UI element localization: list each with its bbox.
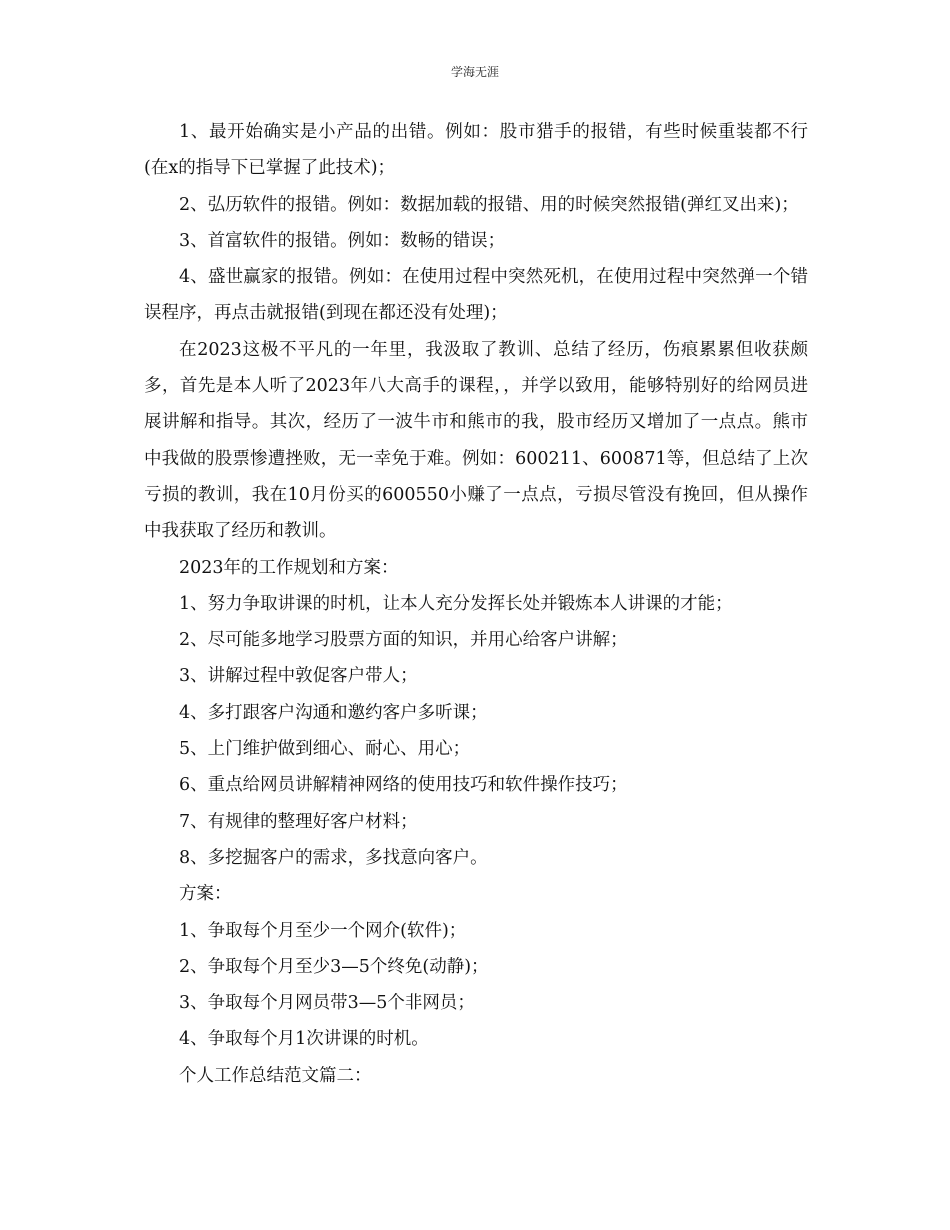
section-heading: 个人工作总结范文篇二： (179, 1065, 372, 1086)
paragraph: 4、盛世赢家的报错。例如：在使用过程中突然死机，在使用过程中突然弹一个错误程序，再点击就报错(到现在都还没有处理)； (144, 267, 808, 324)
list-item: 4、多打跟客户沟通和邀约客户多听课； (179, 702, 488, 723)
paragraph: 2、弘历软件的报错。例如：数据加载的报错、用的时候突然报错(弹红叉出来)； (179, 194, 799, 215)
list-item: 8、多挖掘客户的需求，多找意向客户。 (179, 847, 488, 868)
paragraph: 在2023这极不平凡的一年里，我汲取了教训、总结了经历，伤痕累累但收获颇多，首先是本人听了2023年八大高手的课程，，并学以致用，能够特别好的给网员进展讲解和指导。其次，经历了一波牛市和熊市的我，股市经历又增加了一点点。熊市中我做的股票惨遭挫败，无一幸免于难。例如：600211、600871等，但总结了上次亏损的教训，我在10月份买的600550小赚了一点点，亏损尽管没有挽回，但从操作中我获取了经历和教训。 (144, 339, 808, 542)
paragraph: 3、首富软件的报错。例如：数畅的错误； (179, 230, 506, 251)
paragraph: 1、最开始确实是小产品的出错。例如：股市猎手的报错，有些时候重装都不行(在x的指导下已掌握了此技术)； (144, 122, 808, 179)
list-item: 3、讲解过程中敦促客户带人； (179, 666, 418, 687)
list-item: 5、上门维护做到细心、耐心、用心； (179, 739, 471, 760)
list-item: 1、争取每个月至少一个网介(软件)； (179, 920, 467, 941)
list-item: 4、争取每个月1次讲课的时机。 (179, 1029, 429, 1050)
document-body (144, 114, 808, 1094)
list-item: 7、有规律的整理好客户材料； (179, 811, 418, 832)
section-heading: 方案： (179, 884, 232, 905)
section-heading: 2023年的工作规划和方案： (179, 557, 399, 578)
page-header: 学海无涯 (450, 65, 499, 79)
list-item: 2、尽可能多地学习股票方面的知识，并用心给客户讲解； (179, 630, 628, 651)
list-item: 3、争取每个月网员带3—5个非网员； (179, 993, 475, 1014)
list-item: 6、重点给网员讲解精神网络的使用技巧和软件操作技巧； (179, 775, 628, 796)
list-item: 1、努力争取讲课的时机，让本人充分发挥长处并锻炼本人讲课的才能； (179, 593, 733, 614)
list-item: 2、争取每个月至少3—5个终免(动静)； (179, 956, 489, 977)
